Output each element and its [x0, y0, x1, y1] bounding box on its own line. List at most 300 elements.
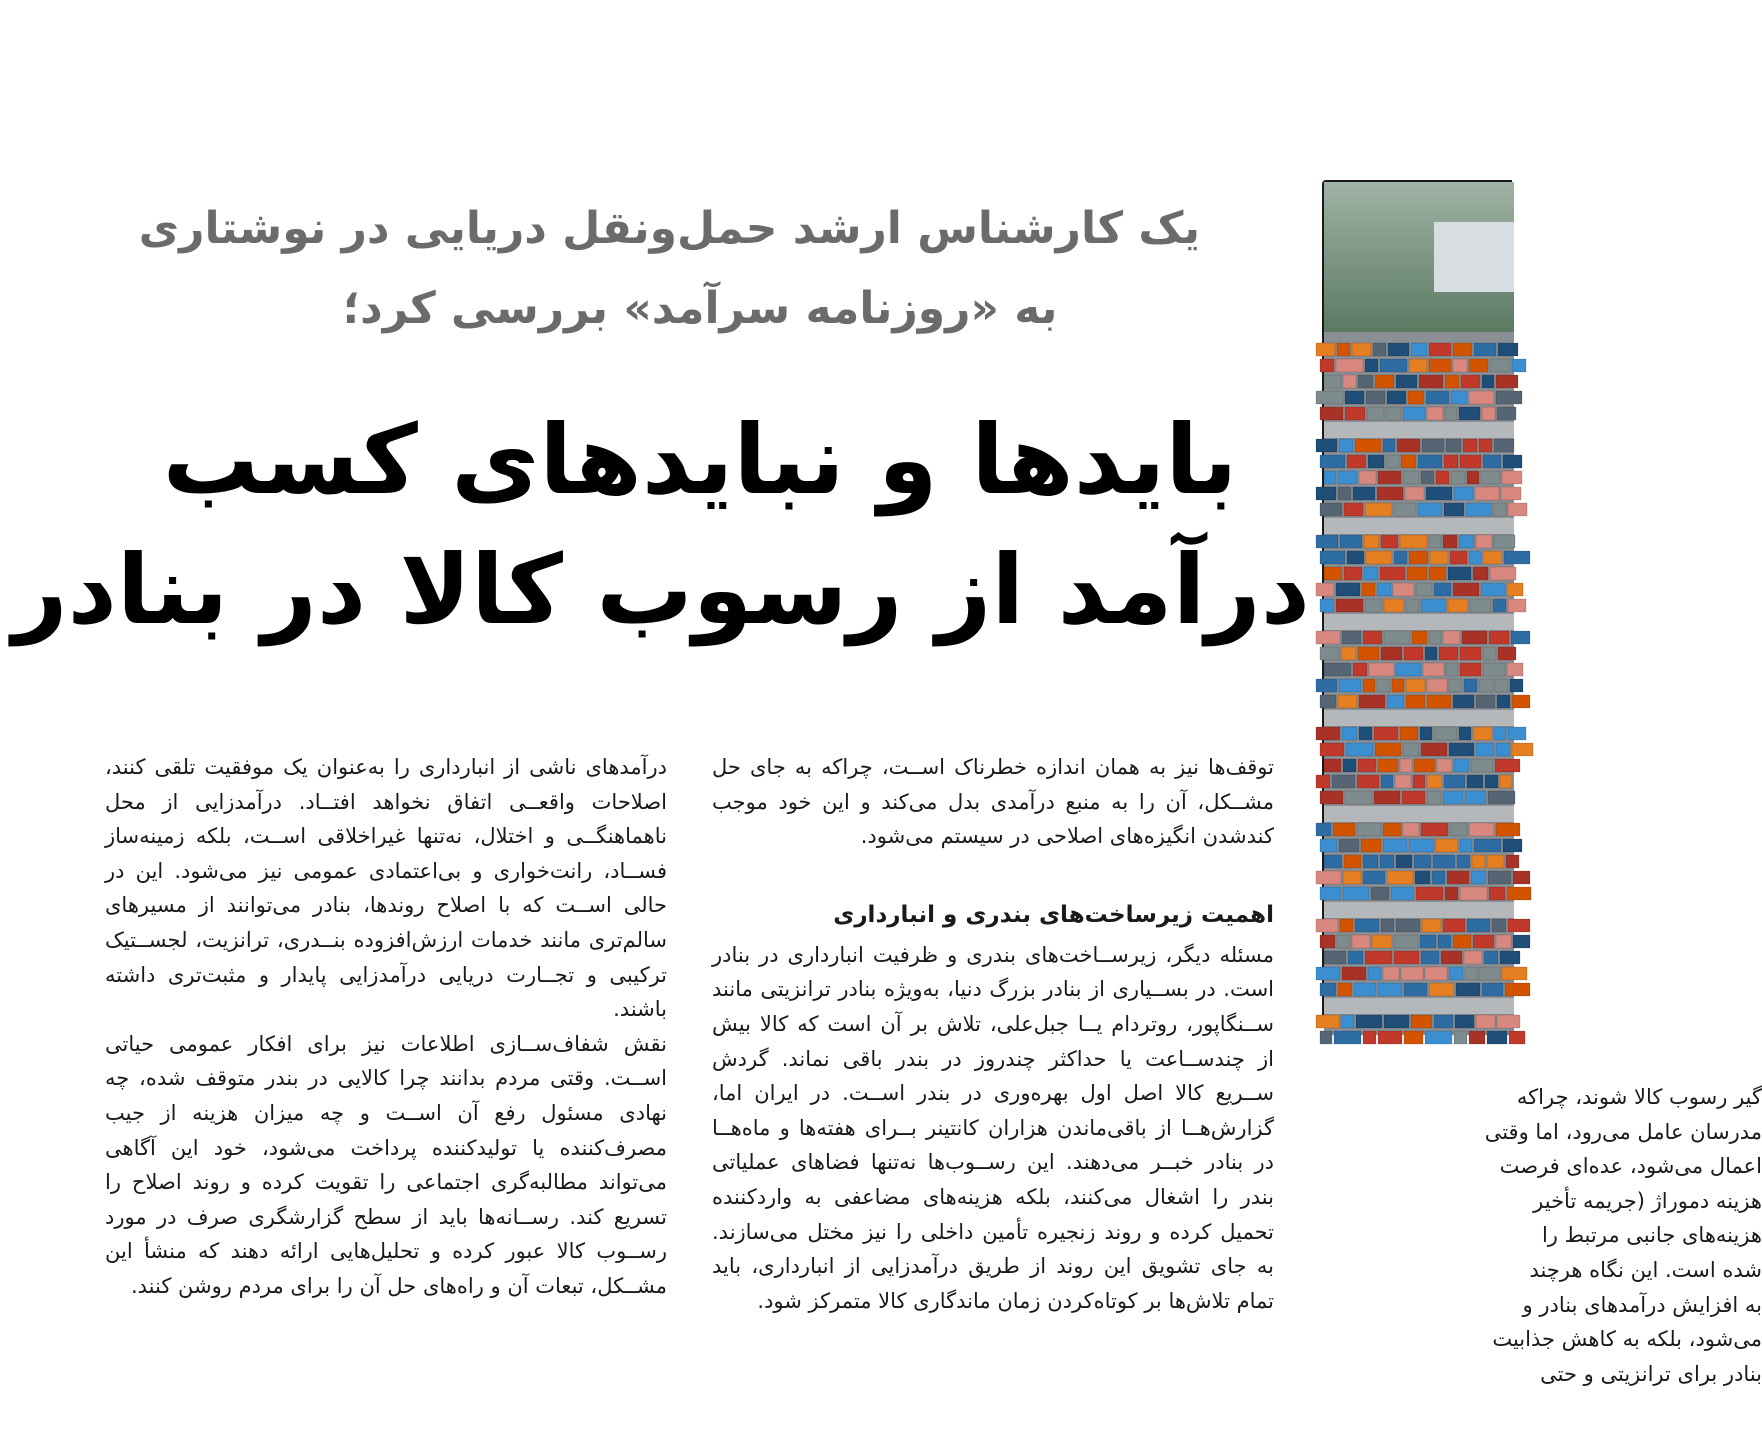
shipping-container	[1414, 855, 1431, 868]
shipping-container	[1316, 775, 1330, 788]
shipping-container	[1377, 583, 1391, 596]
shipping-container	[1405, 487, 1424, 500]
shipping-container	[1511, 631, 1530, 644]
shipping-container	[1403, 471, 1419, 484]
shipping-container	[1469, 551, 1481, 564]
shipping-container	[1496, 935, 1511, 948]
shipping-container	[1343, 759, 1356, 772]
shipping-container	[1451, 471, 1465, 484]
shipping-container	[1498, 343, 1518, 356]
shipping-container	[1400, 759, 1412, 772]
shipping-container	[1483, 455, 1501, 468]
shipping-container	[1412, 631, 1427, 644]
shipping-container	[1380, 359, 1407, 372]
shipping-container	[1429, 535, 1441, 548]
shipping-container	[1456, 983, 1480, 996]
shipping-container	[1427, 407, 1443, 420]
shipping-container	[1320, 359, 1334, 372]
shipping-container	[1316, 631, 1340, 644]
shipping-container	[1375, 743, 1401, 756]
port-containers-photo	[1322, 180, 1512, 1033]
shipping-container	[1394, 551, 1407, 564]
shipping-container	[1494, 535, 1515, 548]
yard-lane	[1324, 710, 1514, 726]
shipping-container	[1459, 407, 1480, 420]
shipping-container	[1396, 919, 1420, 932]
shipping-container	[1502, 967, 1527, 980]
shipping-container	[1359, 727, 1372, 740]
shipping-container	[1426, 391, 1449, 404]
shipping-container	[1502, 471, 1522, 484]
shipping-container	[1474, 343, 1496, 356]
shipping-container	[1352, 935, 1370, 948]
shipping-container	[1340, 919, 1353, 932]
shipping-container	[1396, 663, 1421, 676]
headline-line-2: درآمد از رسوب کالا در بنادر	[12, 534, 1310, 646]
shipping-container	[1490, 359, 1510, 372]
shipping-container	[1342, 631, 1361, 644]
shipping-container	[1445, 407, 1457, 420]
shipping-container	[1447, 871, 1469, 884]
shipping-container	[1316, 727, 1340, 740]
shipping-container	[1497, 695, 1510, 708]
shipping-container	[1445, 887, 1458, 900]
shipping-container	[1363, 1031, 1376, 1044]
shipping-container	[1383, 967, 1399, 980]
shipping-container	[1485, 775, 1498, 788]
shipping-container	[1476, 695, 1495, 708]
shipping-container	[1400, 535, 1427, 548]
shipping-container	[1469, 391, 1494, 404]
shipping-container	[1408, 391, 1424, 404]
shipping-container	[1498, 647, 1516, 660]
shipping-container	[1347, 551, 1364, 564]
article-column-left	[105, 750, 667, 1304]
shipping-container	[1320, 503, 1342, 516]
shipping-container	[1386, 455, 1399, 468]
shipping-container	[1495, 679, 1508, 692]
shipping-container	[1429, 343, 1451, 356]
shipping-container	[1316, 343, 1335, 356]
shipping-container	[1418, 503, 1442, 516]
shipping-container	[1409, 839, 1434, 852]
shipping-container	[1364, 567, 1378, 580]
shipping-container	[1421, 743, 1447, 756]
shipping-container	[1384, 1015, 1409, 1028]
shipping-container	[1507, 663, 1523, 676]
shipping-container	[1355, 439, 1381, 452]
shipping-container	[1448, 567, 1471, 580]
shipping-container	[1411, 343, 1427, 356]
yard-lane	[1324, 614, 1514, 630]
shipping-container	[1489, 887, 1505, 900]
shipping-container	[1454, 759, 1469, 772]
shipping-container	[1393, 583, 1414, 596]
shipping-container	[1320, 455, 1345, 468]
shipping-container	[1339, 839, 1359, 852]
shipping-container	[1320, 791, 1343, 804]
shipping-container	[1494, 439, 1514, 452]
shipping-container	[1437, 759, 1452, 772]
shipping-container	[1354, 983, 1376, 996]
shipping-container	[1423, 663, 1444, 676]
shipping-container	[1460, 663, 1481, 676]
shipping-container	[1403, 743, 1419, 756]
shipping-container	[1369, 663, 1394, 676]
shipping-container	[1409, 551, 1428, 564]
article-column-middle	[712, 750, 1274, 1318]
shipping-container	[1421, 471, 1434, 484]
shipping-container	[1344, 855, 1361, 868]
shipping-container	[1391, 887, 1414, 900]
shipping-container	[1501, 487, 1521, 500]
shipping-container	[1476, 535, 1492, 548]
text-line: اعمال می‌شود، عده‌ای فرصت	[1499, 1154, 1762, 1179]
shipping-container	[1449, 967, 1463, 980]
shipping-container	[1444, 455, 1458, 468]
shipping-container	[1483, 647, 1496, 660]
shipping-container	[1316, 1015, 1339, 1028]
shipping-container	[1471, 871, 1486, 884]
shipping-container	[1316, 823, 1331, 836]
shipping-container	[1487, 855, 1504, 868]
shipping-container	[1333, 823, 1355, 836]
shipping-container	[1488, 871, 1511, 884]
shipping-container	[1504, 551, 1530, 564]
shipping-container	[1406, 679, 1425, 692]
shipping-container	[1338, 487, 1351, 500]
shipping-container	[1316, 391, 1343, 404]
shipping-container	[1416, 887, 1443, 900]
shipping-container	[1324, 567, 1342, 580]
shipping-container	[1381, 919, 1394, 932]
shipping-container	[1352, 343, 1371, 356]
shipping-container	[1342, 727, 1357, 740]
shipping-container	[1375, 375, 1394, 388]
shipping-container	[1339, 439, 1353, 452]
shipping-container	[1419, 375, 1443, 388]
shipping-container	[1474, 839, 1501, 852]
kicker-line-1: یک کارشناس ارشد حمل‌ونقل دریایی در نوشتاری	[138, 203, 1200, 254]
shipping-container	[1363, 871, 1385, 884]
shipping-container	[1469, 359, 1488, 372]
shipping-container	[1448, 599, 1468, 612]
shipping-container	[1472, 855, 1485, 868]
text-line: گیر رسوب کالا شوند، چراکه	[1516, 1085, 1762, 1109]
shipping-container	[1373, 343, 1386, 356]
shipping-container	[1372, 935, 1392, 948]
shipping-container	[1481, 583, 1505, 596]
shipping-container	[1346, 743, 1373, 756]
shipping-container	[1479, 679, 1493, 692]
shipping-container	[1427, 775, 1442, 788]
shipping-container	[1415, 871, 1430, 884]
shipping-container	[1400, 727, 1418, 740]
shipping-container	[1384, 599, 1404, 612]
shipping-container	[1343, 887, 1369, 900]
shipping-container	[1367, 407, 1384, 420]
shipping-container	[1450, 551, 1467, 564]
headline-line-1: بایدها و نبایدهای کسب	[162, 404, 1238, 516]
shipping-container	[1420, 935, 1436, 948]
shipping-container	[1475, 487, 1499, 500]
shipping-container	[1396, 855, 1412, 868]
shipping-container	[1381, 647, 1402, 660]
shipping-container	[1387, 695, 1404, 708]
shipping-container	[1363, 631, 1382, 644]
shipping-container	[1395, 775, 1411, 788]
shipping-container	[1356, 1015, 1382, 1028]
shipping-container	[1464, 679, 1477, 692]
shipping-container	[1378, 471, 1401, 484]
shipping-container	[1416, 583, 1432, 596]
shipping-container	[1512, 743, 1533, 756]
shipping-container	[1336, 359, 1363, 372]
yard-lane	[1324, 806, 1514, 822]
shipping-container	[1436, 471, 1449, 484]
shipping-container	[1466, 503, 1492, 516]
shipping-container	[1482, 407, 1495, 420]
shipping-container	[1320, 887, 1341, 900]
shipping-container	[1324, 855, 1342, 868]
shipping-container	[1368, 967, 1381, 980]
shipping-container	[1503, 455, 1522, 468]
shipping-container	[1434, 583, 1451, 596]
shipping-container	[1365, 599, 1382, 612]
shipping-container	[1409, 359, 1427, 372]
shipping-container	[1338, 471, 1357, 484]
shipping-container	[1386, 407, 1401, 420]
shipping-container	[1497, 1015, 1520, 1028]
shipping-container	[1406, 599, 1419, 612]
shipping-container	[1341, 647, 1356, 660]
shipping-container	[1359, 695, 1385, 708]
shipping-container	[1355, 919, 1379, 932]
shipping-container	[1460, 839, 1472, 852]
shipping-container	[1320, 599, 1334, 612]
shipping-container	[1494, 727, 1506, 740]
shipping-container	[1413, 775, 1425, 788]
shipping-container	[1316, 679, 1337, 692]
shipping-container	[1366, 551, 1392, 564]
shipping-container	[1453, 695, 1474, 708]
shipping-container	[1365, 359, 1378, 372]
shipping-container	[1377, 487, 1403, 500]
shipping-container	[1460, 647, 1481, 660]
text-line: مدرسان عامل می‌رود، اما وقتی	[1484, 1119, 1762, 1144]
shipping-container	[1353, 663, 1367, 676]
shipping-container	[1421, 951, 1439, 964]
shipping-container	[1509, 1031, 1525, 1044]
paragraph: توقف‌ها نیز به همان اندازه خطرناک اســت، چراکه به جای حل مشــکل، آن را به منبع درآمدی بدل می‌کند و این خود موجب کندشدن انگیزه‌های اصلاحی در سیستم می‌شود.	[712, 755, 1274, 849]
shipping-container	[1494, 503, 1506, 516]
shipping-container	[1374, 727, 1398, 740]
shipping-container	[1358, 647, 1379, 660]
shipping-container	[1348, 951, 1363, 964]
shipping-container	[1345, 791, 1372, 804]
shipping-container	[1487, 1031, 1507, 1044]
shipping-container	[1420, 727, 1432, 740]
shipping-container	[1513, 871, 1530, 884]
shipping-container	[1320, 1031, 1332, 1044]
shipping-container	[1316, 487, 1336, 500]
shipping-container	[1421, 599, 1446, 612]
shipping-container	[1451, 391, 1467, 404]
shipping-container	[1425, 647, 1437, 660]
shipping-container	[1374, 791, 1400, 804]
shipping-container	[1339, 679, 1361, 692]
shipping-container	[1407, 567, 1427, 580]
yard-lane	[1324, 422, 1514, 438]
shipping-container	[1434, 727, 1457, 740]
shipping-container	[1425, 1031, 1452, 1044]
shipping-container	[1465, 967, 1477, 980]
shipping-container	[1342, 967, 1366, 980]
shipping-container	[1446, 663, 1458, 676]
shipping-container	[1341, 1015, 1354, 1028]
shipping-container	[1353, 487, 1375, 500]
shipping-container	[1316, 583, 1334, 596]
shipping-container	[1378, 759, 1398, 772]
shipping-container	[1358, 759, 1376, 772]
shipping-container	[1446, 439, 1461, 452]
shipping-container	[1443, 791, 1463, 804]
shipping-container	[1508, 503, 1527, 516]
shipping-container	[1444, 775, 1465, 788]
shipping-container	[1421, 823, 1448, 836]
shipping-container	[1334, 1031, 1361, 1044]
shipping-container	[1454, 1031, 1467, 1044]
shipping-container	[1388, 343, 1409, 356]
shipping-container	[1460, 455, 1481, 468]
shipping-container	[1378, 983, 1402, 996]
text-line: بنادر برای ترانزیتی و حتی	[1540, 1361, 1762, 1386]
shipping-container	[1316, 967, 1340, 980]
article-column-right-cropped	[1322, 1080, 1762, 1441]
shipping-container	[1403, 823, 1419, 836]
shipping-container	[1402, 791, 1425, 804]
shipping-container	[1432, 871, 1445, 884]
shipping-container	[1404, 1031, 1423, 1044]
yard-lane	[1324, 518, 1514, 534]
shipping-container	[1461, 375, 1480, 388]
shipping-container	[1320, 935, 1335, 948]
shipping-container	[1320, 983, 1336, 996]
shipping-container	[1505, 983, 1530, 996]
text-line: شده است. این نگاه هرچند	[1529, 1257, 1762, 1282]
shipping-container	[1443, 919, 1465, 932]
text-line: هزینه دموراژ (جریمه تأخیر	[1533, 1188, 1762, 1213]
shipping-container	[1320, 695, 1336, 708]
shipping-container	[1470, 599, 1491, 612]
shipping-container	[1479, 439, 1492, 452]
shipping-container	[1338, 695, 1357, 708]
shipping-container	[1357, 823, 1381, 836]
shipping-container	[1381, 775, 1393, 788]
shipping-container	[1506, 855, 1519, 868]
shipping-container	[1380, 855, 1394, 868]
shipping-container	[1481, 471, 1500, 484]
shipping-container	[1463, 439, 1477, 452]
shipping-container	[1513, 935, 1530, 948]
shipping-container	[1324, 951, 1346, 964]
shipping-container	[1496, 375, 1518, 388]
shipping-container	[1465, 791, 1486, 804]
shipping-container	[1484, 951, 1498, 964]
shipping-container	[1510, 679, 1523, 692]
text-line: به افزایش درآمدهای بنادر و	[1522, 1292, 1762, 1317]
shipping-container	[1496, 823, 1520, 836]
shipping-container	[1345, 407, 1365, 420]
shipping-container	[1460, 887, 1487, 900]
shipping-container	[1383, 839, 1407, 852]
shipping-container	[1512, 359, 1526, 372]
shipping-container	[1387, 871, 1413, 884]
paragraph: درآمدهای ناشی از انبارداری را به‌عنوان یک موفقیت تلقی کنند، اصلاحات واقعــی اتفاق نخواهد افتــاد. درآمدزایی از محل ناهماهنگــی و اختلال، نه‌تنها غیراخلاقی اســت، بلکه زمینه‌ساز فســاد، رانت‌خواری و بی‌اعتمادی عمومی نیز می‌شود. این در حالی اســت که با اصلاح روندها، بنادر می‌توانند از مسیرهای سالم‌تری مانند خدمات ارزش‌افزوده بنــدری، ترانزیت، لجســتیک ترکیبی و تجــارت دریایی درآمدزایی پایدار و مثبت‌تری داشته باشند.	[105, 755, 667, 1022]
shipping-container	[1441, 951, 1462, 964]
shipping-container	[1473, 935, 1494, 948]
shipping-container	[1404, 647, 1423, 660]
shipping-container	[1392, 679, 1404, 692]
shipping-container	[1337, 935, 1350, 948]
shipping-container	[1503, 839, 1522, 852]
shipping-container	[1384, 631, 1410, 644]
shipping-container	[1320, 743, 1344, 756]
shipping-container	[1320, 839, 1337, 852]
shipping-container	[1344, 503, 1363, 516]
paragraph: مسئله دیگر، زیرســاخت‌های بندری و ظرفیت انبارداری در بنادر است. در بســیاری از بنادر بزرگ دنیا، به‌ویژه بنادر ترانزیتی مانند ســنگاپور، روتردام یــا جبل‌علی، تلاش بر آن است که کالا بیش از چندســاعت یا حداکثر چندروز در بندر باقی نماند. گردش ســریع کالا اصل اول بهره‌وری در بندر اســت. در ایران اما، گزارش‌هــا از باقی‌ماندن هزاران کانتینر بــرای هفته‌ها و ماه‌هــا در بنادر خبــر می‌دهند. این رســوب‌ها نه‌تنها فضاهای عملیاتی بندر را اشغال می‌کنند، بلکه هزینه‌های مضاعفی به واردکننده تحمیل کرده و روند زنجیره تأمین داخلی را نیز مختل می‌سازند. به جای تشویق این روند از طریق درآمدزایی از انبارداری، باید تمام تلاش‌ها بر کوتاه‌کردن زمان ماندگاری کالا متمرکز شود.	[712, 942, 1274, 1313]
shipping-container	[1467, 775, 1483, 788]
shipping-container	[1473, 567, 1488, 580]
shipping-container	[1429, 567, 1446, 580]
shipping-container	[1464, 951, 1482, 964]
shipping-container	[1347, 455, 1366, 468]
shipping-container	[1422, 919, 1441, 932]
shipping-container	[1476, 1015, 1495, 1028]
shipping-container	[1479, 967, 1500, 980]
shipping-container	[1401, 967, 1423, 980]
shipping-container	[1404, 983, 1427, 996]
shipping-container	[1500, 951, 1520, 964]
shipping-container	[1324, 471, 1336, 484]
shipping-container	[1455, 1015, 1474, 1028]
shipping-container	[1436, 839, 1458, 852]
shipping-container	[1427, 695, 1451, 708]
shipping-container	[1337, 343, 1350, 356]
shipping-container	[1471, 759, 1493, 772]
shipping-container	[1387, 391, 1406, 404]
shipping-container	[1316, 919, 1338, 932]
shipping-container	[1429, 359, 1451, 372]
shipping-container	[1488, 791, 1515, 804]
shipping-container	[1483, 551, 1502, 564]
shipping-container	[1338, 983, 1352, 996]
shipping-container	[1493, 599, 1506, 612]
kicker-line-2: به «روزنامه سرآمد» بررسی کرد؛	[342, 283, 1058, 334]
shipping-container	[1366, 391, 1385, 404]
shipping-container	[1508, 919, 1530, 932]
shipping-container	[1343, 871, 1361, 884]
shipping-container	[1396, 375, 1417, 388]
shipping-container	[1496, 391, 1522, 404]
shipping-container	[1361, 839, 1381, 852]
shipping-container	[1427, 679, 1447, 692]
shipping-container	[1445, 375, 1459, 388]
yard-lane	[1324, 998, 1514, 1014]
shipping-container	[1512, 695, 1530, 708]
shipping-container	[1394, 503, 1416, 516]
shipping-container	[1336, 583, 1360, 596]
